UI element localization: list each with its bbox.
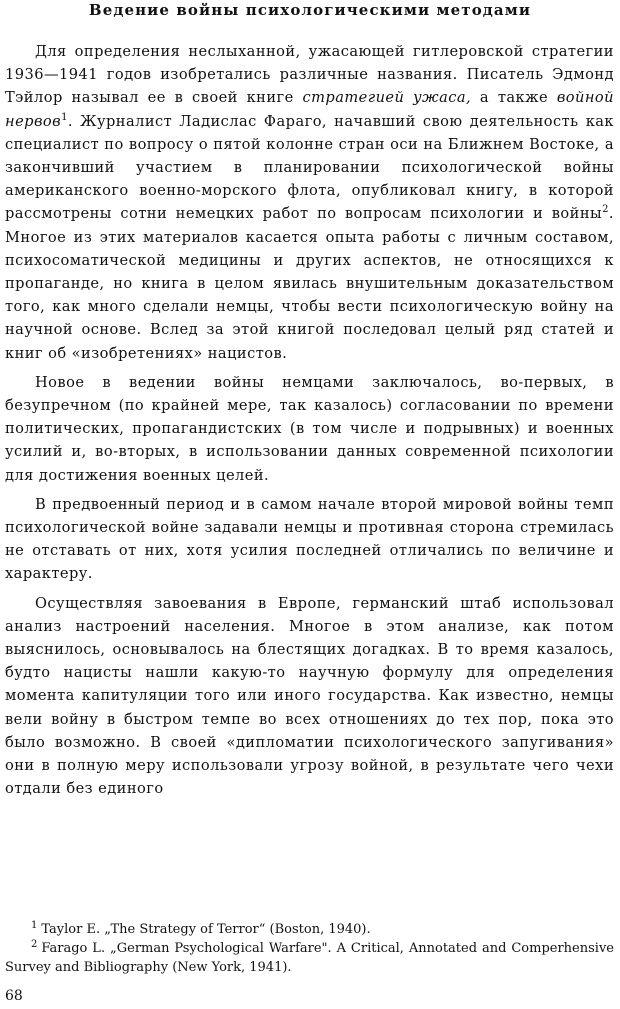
italic-phrase: стратегией ужаса, — [302, 89, 472, 107]
footnote — [5, 939, 614, 977]
footnote-number: 1 — [31, 919, 38, 931]
footnotes — [5, 920, 614, 977]
paragraph — [5, 371, 614, 487]
text-run: . Журналист Ладислас Фараго, начавший свою деятельность как специалист по вопросу о пятой колонне стран оси на Ближнем Востоке, а закончивший участием в планировании психологической войны американского военно-морского флота, опубликовал книгу, в которой рассмотрены сотни немецких работ по вопросам психологии и войны — [5, 112, 614, 223]
footnote-text: Taylor E. „The Strategy of Terror“ (Boston, 1940). — [41, 922, 371, 937]
body-text — [5, 40, 614, 807]
paragraph — [5, 493, 614, 586]
footnote-marker: 1 — [61, 111, 68, 123]
text-run: Новое в ведении войны немцами заключалось, во-первых, в безупречном (по крайней мере, так казалось) согласовании по времени политических, пропагандистских (в том числе и подрывных) и военных усилий и, во-вторых, в использовании данных современной психологии для достижения военных целей. — [5, 373, 614, 484]
footnote-marker: 2 — [602, 204, 609, 216]
footnote-number: 2 — [31, 938, 38, 950]
text-run: В предвоенный период и в самом начале второй мировой войны темп психологической войне задавали немцы и противная сторона стремилась не отставать от них, хотя усилия последней отличались по величине и характеру. — [5, 495, 614, 583]
text-run: Осуществляя завоевания в Европе, германский штаб использовал анализ настроений населения. Многое в этом анализе, как потом выяснилось, основывалось на блестящих догадках. В то время казалось, будто нацисты нашли какую-то научную формулу для определения момента капитуляции того или иного государства. Как известно, немцы вели войну в быстром темпе во всех отношениях до тех пор, пока это было возможно. В своей «дипломатии психологического запугивания» они в полную меру использовали угрозу войной, в результате чего чехи отдали без единого — [5, 594, 614, 798]
italic-phrase: войной нервов — [5, 89, 615, 130]
paragraph — [5, 40, 614, 365]
footnote — [5, 920, 614, 939]
text-run: Для определения неслыханной, ужасающей гитлеровской стратегии 1936—1941 годов изобретались различные названия. Писатель Эдмонд Тэйлор называл ее в своей книге — [5, 43, 614, 107]
text-run: а также — [471, 89, 557, 107]
footnote-text: Farago L. „German Psychological Warfare". A Critical, Annotated and Comperhensive Survey and Bibliography (New York, 1941). — [5, 941, 614, 975]
page-heading: Ведение войны психологическими методами — [88, 1, 532, 19]
page-number: 68 — [5, 988, 23, 1004]
paragraph — [5, 592, 614, 801]
text-run: . Многое из этих материалов касается опыта работы с личным составом, психосоматической медицины и других аспектов, не относящихся к пропаганде, но книга в целом явилась внушительным доказательством того, как много сделали немцы, чтобы вести психологическую войну на научной основе. Вслед за этой книгой последовал целый ряд статей и книг об «изобретениях» нацистов. — [5, 205, 614, 362]
